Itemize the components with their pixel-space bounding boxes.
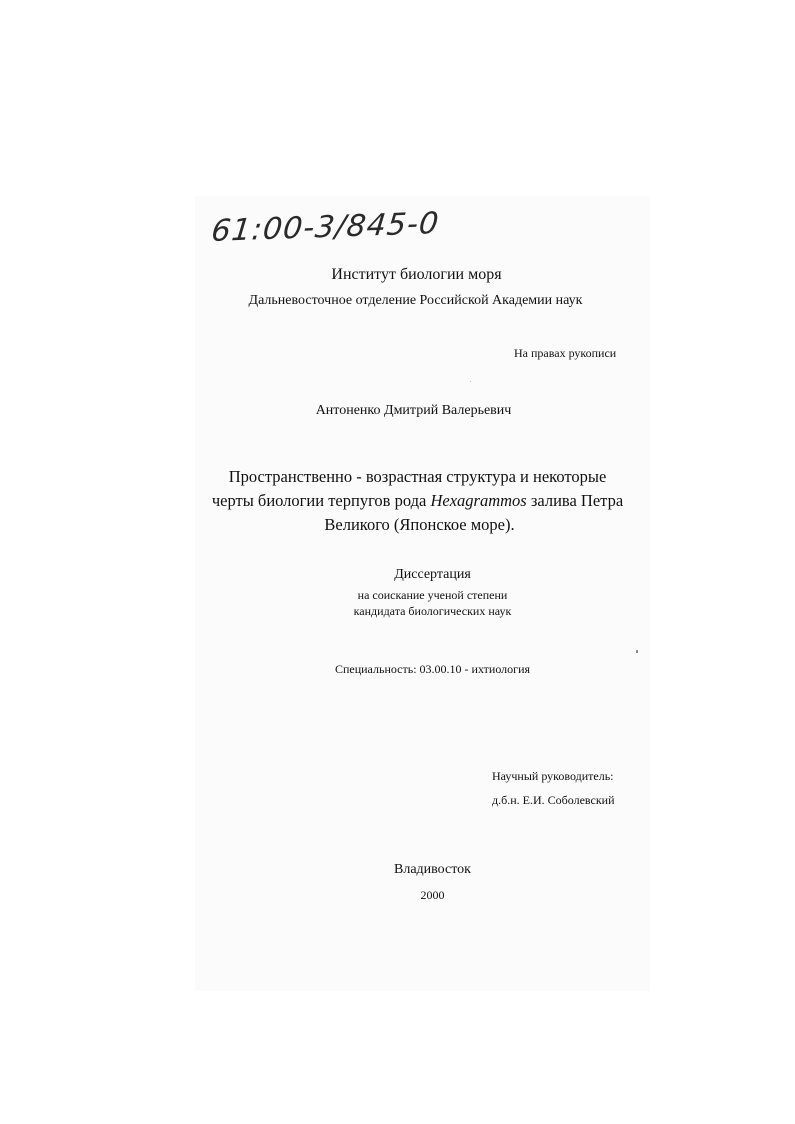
scan-speck — [470, 381, 471, 382]
dissertation-title — [0, 465, 795, 537]
year: 2000 — [420, 888, 445, 902]
speciality: Специальность: 03.00.10 - ихтиология — [334, 662, 531, 676]
handwritten-call-number: 61:00-3/845-0 — [209, 206, 441, 249]
genus-name: Hexagrammos — [430, 491, 527, 510]
degree-line-1: на соискание ученой степени — [357, 588, 508, 602]
work-type: Диссертация — [394, 567, 471, 582]
degree-line-2: кандидата биологических наук — [353, 604, 512, 618]
academy-branch: Дальневосточное отделение Российской Академии наук — [248, 293, 583, 308]
supervisor-label: Научный руководитель: — [492, 769, 614, 783]
author-name: Антоненко Дмитрий Валерьевич — [315, 403, 512, 418]
title-line-2-end: залива Петра — [526, 491, 624, 510]
rights-note: На правах рукописи — [514, 346, 617, 360]
city: Владивосток — [394, 862, 471, 877]
title-line-3: Великого (Японское море). — [324, 515, 515, 534]
scan-speck — [636, 650, 638, 653]
supervisor-name: д.б.н. Е.И. Соболевский — [492, 793, 615, 807]
institute-name: Институт биологии моря — [331, 266, 502, 283]
title-line-2 — [0, 489, 795, 513]
title-line-2-start: черты биологии терпугов рода — [211, 491, 431, 510]
title-line-1: Пространственно - возрастная структура и некоторые — [228, 467, 607, 486]
